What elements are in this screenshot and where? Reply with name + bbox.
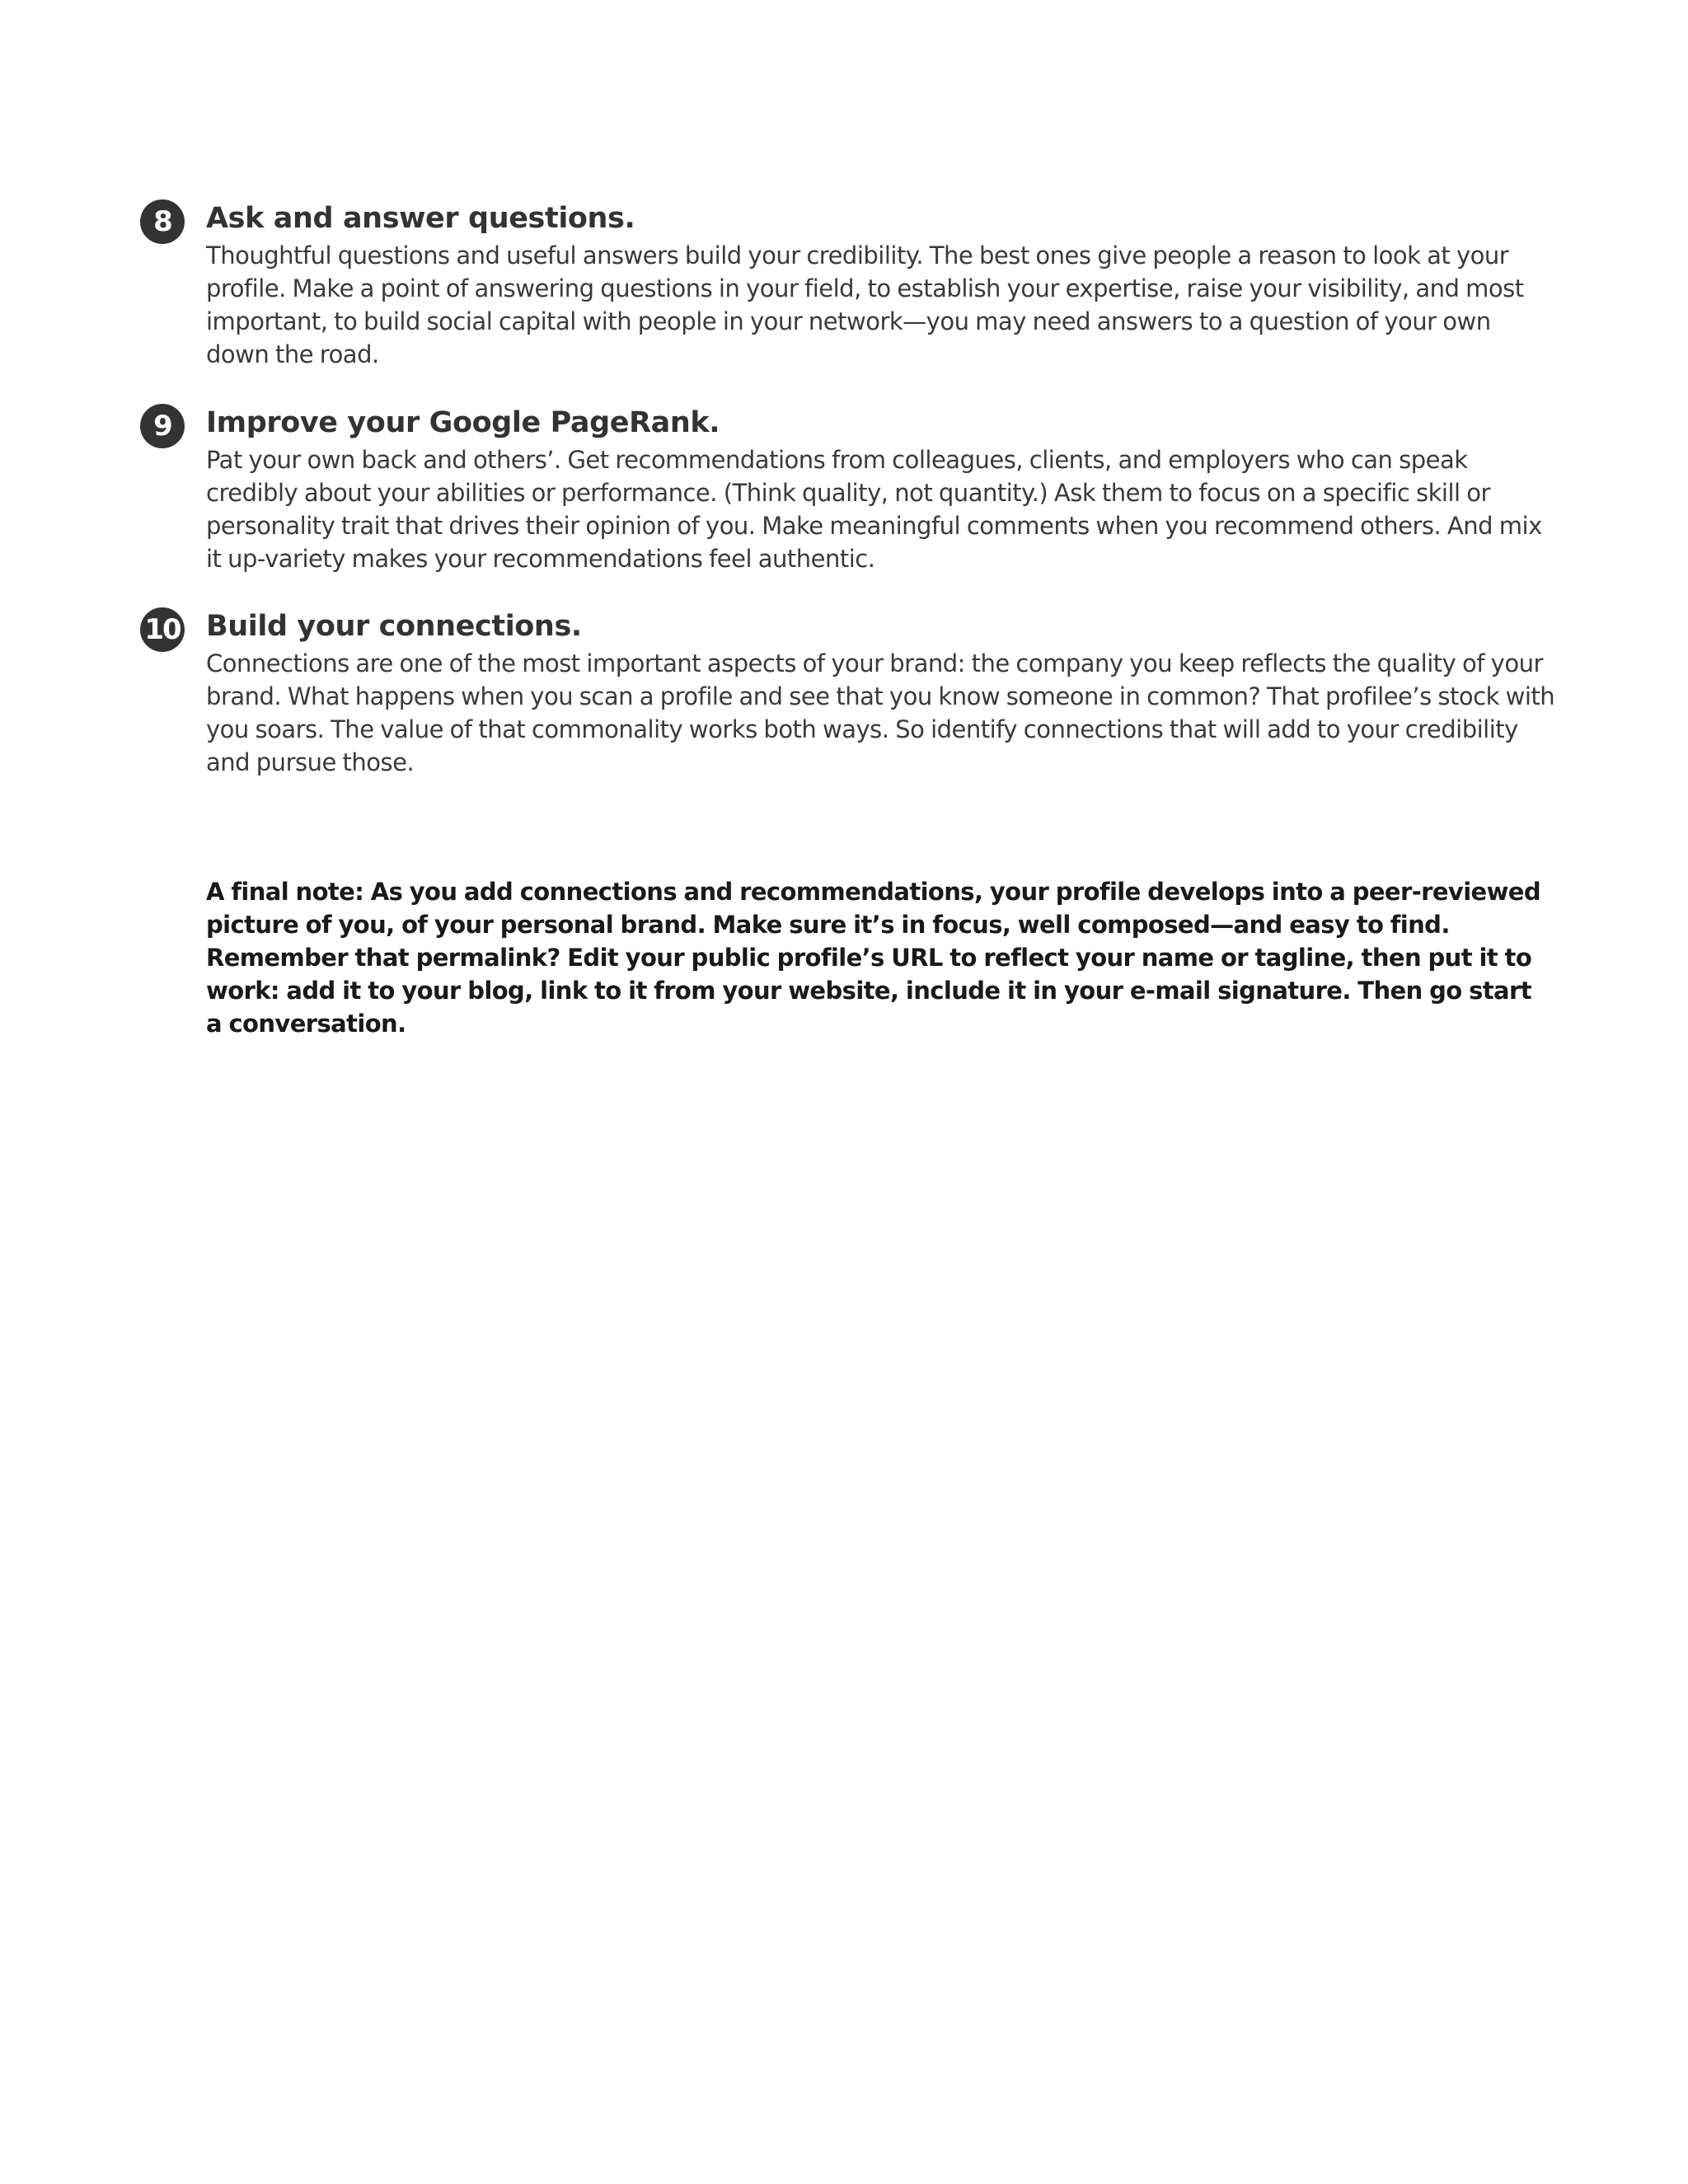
tip-body-text: Pat your own back and others’. Get recommendations from colleagues, clients, and employers who can speak credibly about your abilities or performance. (Think quality, not quantity.) Ask them to focus on a specific skill or personality trait that drives their opinion of you. Make meaningful comments when you recommend others. And mix it up-variety makes your recommendations feel authentic. xyxy=(206,446,1542,573)
tip-heading: Ask and answer questions. xyxy=(206,202,635,235)
tip-content xyxy=(206,606,1558,779)
tip-content xyxy=(206,402,1558,575)
tip-heading: Build your connections. xyxy=(206,610,582,643)
tip-content xyxy=(206,198,1558,371)
tip-number-badge: 8 xyxy=(140,199,185,244)
tip-number-badge: 9 xyxy=(140,404,185,448)
tip-body-text: Connections are one of the most important aspects of your brand: the company you keep reflects the quality of your brand. What happens when you scan a profile and see that you know someone in common? That profilee’s stock with you soars. The value of that commonality works both ways. So identify connections that will add to your credibility and pursue those. xyxy=(206,649,1555,776)
tip-heading: Improve your Google PageRank. xyxy=(206,406,720,439)
final-note: A final note: As you add connections and recommendations, your profile develops into a peer-reviewed picture of you, of your personal brand. Make sure it’s in focus, well composed—and easy to find. Remember that permalink? Edit your public profile’s URL to reflect your name or tagline, then put it to work: add it to your blog, link to it from your website, include it in your e-mail signature. Then go start a conversation. xyxy=(206,878,1541,1038)
tip-number-badge: 10 xyxy=(140,607,185,652)
tip-body-text: Thoughtful questions and useful answers build your credibility. The best ones give people a reason to look at your profile. Make a point of answering questions in your field, to establish your expertise, raise your visibility, and most important, to build social capital with people in your network—you may need answers to a question of your own down the road. xyxy=(206,241,1524,368)
